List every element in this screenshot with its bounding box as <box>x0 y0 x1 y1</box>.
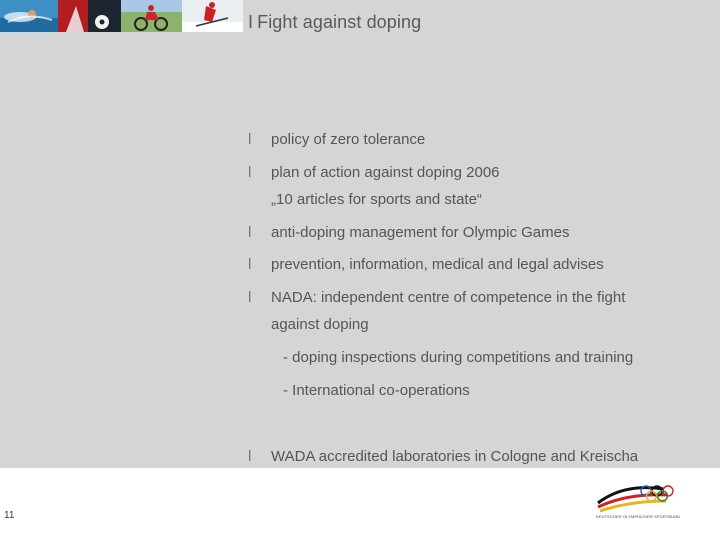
title-marker: I <box>248 12 254 32</box>
list-item-text: against doping <box>271 316 369 333</box>
slide-title-text: Fight against doping <box>257 12 422 32</box>
list-item-text: „10 articles for sports and state“ <box>271 191 482 208</box>
list-item-text: NADA: independent centre of competence in the fight <box>271 289 626 306</box>
list-item-text: prevention, information, medical and legal advises <box>271 256 604 273</box>
bullet-marker: l <box>248 224 252 241</box>
bullet-marker: l <box>248 131 252 148</box>
bullet-marker: l <box>248 256 252 273</box>
list-item-text: WADA accredited laboratories in Cologne and Kreischa <box>271 448 639 465</box>
bullet-marker: l <box>248 164 252 181</box>
bullet-marker: l <box>248 448 252 465</box>
bullet-marker: l <box>248 289 252 306</box>
list-item-text: policy of zero tolerance <box>271 131 426 148</box>
page-number: 11 <box>4 510 15 521</box>
list-item-text: plan of action against doping 2006 <box>271 164 500 181</box>
list-item-text: - doping inspections during competitions and training <box>283 349 634 366</box>
logo-caption: DEUTSCHER OLYMPISCHER SPORTBUND <box>596 514 681 519</box>
list-item-text: anti-doping management for Olympic Games <box>271 224 570 241</box>
list-item-text: - International co-operations <box>283 382 470 399</box>
